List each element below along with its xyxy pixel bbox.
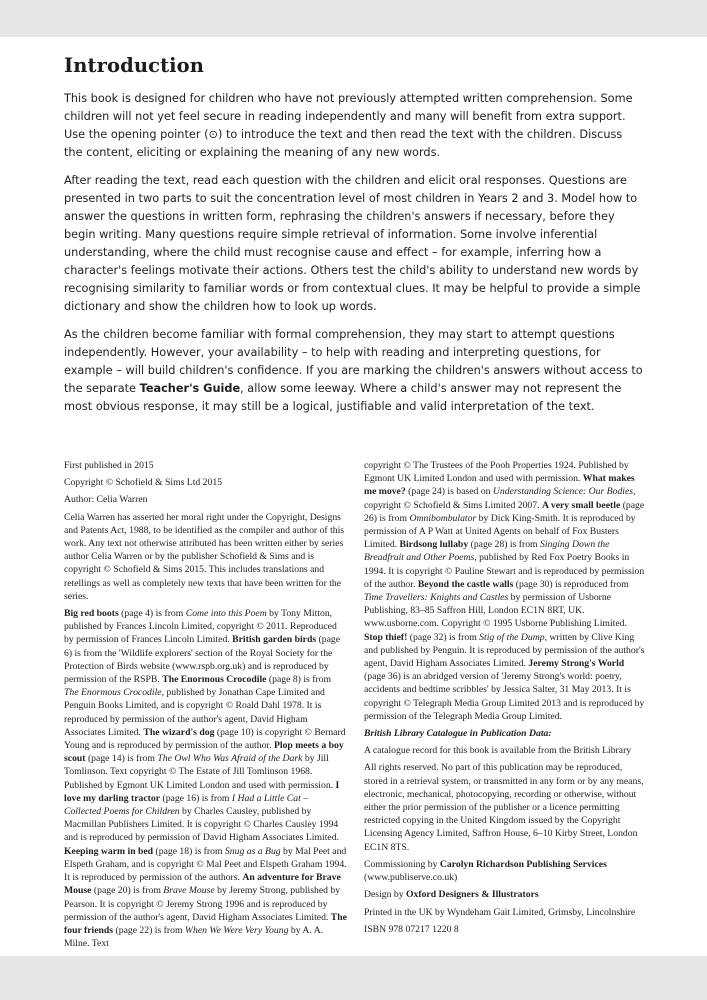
- design-credit: Design by Oxford Designers & Illustrators: [364, 889, 539, 901]
- rights-statement: All rights reserved. No part of this publication may be reproduced, stored in a retrieval system, or transmitted in any form or by any means, electronic, mechanical, photocopying, recording or otherwise, without either the prior permission of the publisher or a licence permitting restricted copying in the United Kingdom issued by the Copyright Licensing Agency Limited, Saffron House, 6–10 Kirby Street, London EC1N 8TS.: [364, 762, 644, 853]
- intro-paragraph-1: This book is designed for children who have not previously attempted written comprehension. Some children will not yet feel secure in reading independently and many will benefit from extra support. Use the opening pointer (⊙) to introduce the text and then read the text with the children. Discuss the content, eliciting or explaining the meaning of any new words.: [64, 92, 633, 159]
- printer-credit: Printed in the UK by Wyndeham Gait Limited, Grimsby, Lincolnshire: [364, 906, 636, 918]
- bottom-margin-band: [0, 956, 707, 1000]
- introduction-text: [64, 90, 644, 426]
- book-page: [0, 37, 707, 956]
- copyright-line: Copyright © Schofield & Sims Ltd 2015: [64, 477, 223, 489]
- intro-paragraph-3: As the children become familiar with formal comprehension, they may start to attempt questions independently. However, your availability – to help with reading and interpreting questions, for example – will build children's confidence. If you are marking the children's answers without access to the separate Teacher's Guide, allow some leeway. Where a child's answer may not represent the most obvious response, it may still be a logical, justifiable and valid interpretation of the text.: [64, 328, 643, 413]
- credits-column-left: [64, 459, 347, 954]
- acknowledgements-right: copyright © The Trustees of the Pooh Properties 1924. Published by Egmont UK Limited London and used with permission. What makes me move? (page 24) is based on Understanding Science: Our Bodies, copyright © Schofield & Sims Limited 2007. A very small beetle (page 26) is from Omnibombulator by Dick King-Smith. It is reproduced by permission of A P Watt at United Agents on behalf of Fox Busters Limited. Birdsong lullaby (page 28) is from Singing Down the Breadfruit and Other Poems, published by Red Fox Poetry Books in 1994. It is copyright © Pauline Stewart and is reproduced by permission of the author. Beyond the castle walls (page 30) is reproduced from Time Travellers: Knights and Castles by permission of Usborne Publishing, 83–85 Saffron Hill, London EC1N 8RT, UK. www.usborne.com. Copyright © 1995 Usborne Publishing Limited. Stop thief! (page 32) is from Stig of the Dump, written by Clive King and published by Penguin. It is reproduced by permission of the author's agent, David Higham Associates Limited. Jeremy Strong's World (page 36) is an abridged version of 'Jeremy Strong's world: poetry, accidents and bedtime scribbles' by Jessica Salter, 31 May 2013. It is copyright © Telegraph Media Group Limited 2013 and is reproduced by permission of the Telegraph Media Group Limited.: [364, 460, 645, 722]
- cip-text: A catalogue record for this book is available from the British Library: [364, 745, 632, 757]
- moral-right-statement: Celia Warren has asserted her moral right under the Copyright, Designs and Patents Act, 1988, to be identified as the compiler and author of this work. Any text not otherwise attributed has been written either by series author Celia Warren or by the publisher Schofield & Sims and is copyright © Schofield & Sims 2015. This includes translations and retellings as well as completely new texts that have been written for the series.: [64, 511, 345, 602]
- isbn: ISBN 978 07217 1220 8: [364, 923, 459, 935]
- teachers-guide-ref: Teacher's Guide: [139, 382, 241, 395]
- author-line: Author: Celia Warren: [64, 494, 148, 506]
- commissioning-credit: Commissioning by Carolyn Richardson Publishing Services (www.publiserve.co.uk): [364, 858, 607, 884]
- credits-column-right: [364, 459, 646, 940]
- top-margin-band: [0, 0, 707, 37]
- intro-paragraph-2: After reading the text, read each question with the children and elicit oral responses. Questions are presented in two parts to suit the concentration level of most children in Years 2 and 3. Model how to answer the questions in written form, rephrasing the children's answers if necessary, before they begin writing. Many questions require simple retrieval of information. Some involve inferential understanding, where the child must recognise cause and effect – for example, inferring how a character's feelings motivate their actions. Others test the child's ability to understand new words by recognising similarity to familiar words or from contextual clues. It may be helpful to provide a simple dictionary and show the children how to look up words.: [64, 174, 641, 313]
- cip-heading: British Library Catalogue in Publication Data:: [364, 728, 552, 740]
- first-published: First published in 2015: [64, 460, 154, 471]
- acknowledgements-left: Big red boots (page 4) is from Come into this Poem by Tony Mitton, published by Frances Lincoln Limited, copyright © 2011. Reproduced by permission of Frances Lincoln Limited. British garden birds (page 6) is from the 'Wildlife explorers' section of the Royal Society for the Protection of Birds website (www.rspb.org.uk) and is reproduced by permission of the RSPB. The Enormous Crocodile (page 8) is from The Enormous Crocodile, published by Jonathan Cape Limited and Penguin Books Limited, and is copyright © Roald Dahl 1978. It is reproduced by permission of the author's agent, David Higham Associates Limited. The wizard's dog (page 10) is copyright © Bernard Young and is reproduced by permission of the author. Plop meets a boy scout (page 14) is from The Owl Who Was Afraid of the Dark by Jill Tomlinson. Text copyright © The Estate of Jill Tomlinson 1968. Published by Egmont UK Limited London and used with permission. I love my darling tractor (page 16) is from I Had a Little Cat – Collected Poems for Children by Charles Causley, published by Macmillan Publishers Limited. It is copyright © Charles Causley 1994 and is reproduced by permission of David Higham Associates Limited. Keeping warm in bed (page 18) is from Snug as a Bug by Mal Peet and Elspeth Graham, and is copyright © Mal Peet and Elspeth Graham 1994. It is reproduced by permission of the authors. An adventure for Brave Mouse (page 20) is from Brave Mouse by Jeremy Strong, published by Pearson. It is copyright © Jeremy Strong 1996 and is reproduced by permission of the author's agent, David Higham Associates Limited. The four friends (page 22) is from When We Were Very Young by A. A. Milne. Text: [64, 608, 347, 950]
- page-title: Introduction: [64, 54, 205, 77]
